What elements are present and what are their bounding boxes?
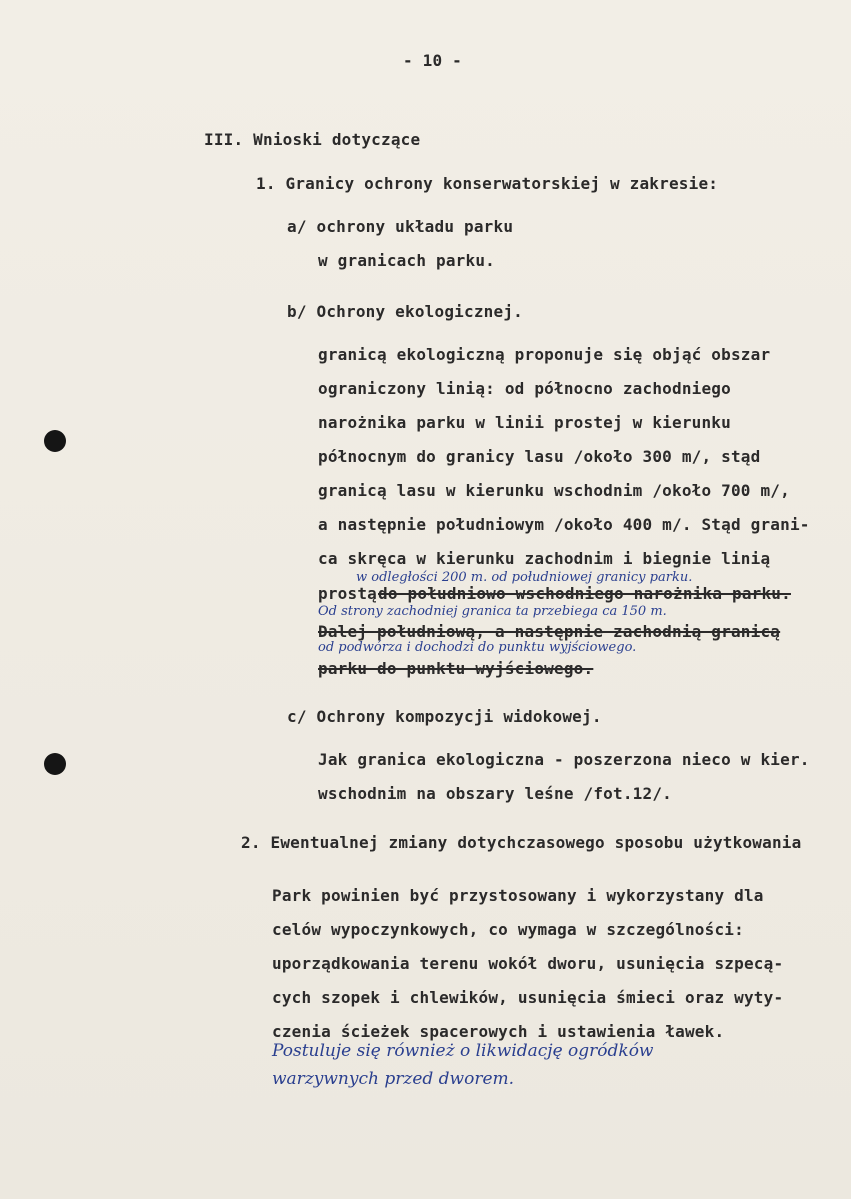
- handwritten-insert-1: w odległości 200 m. od południowej granicy parku.: [356, 570, 693, 585]
- punch-hole-top: [44, 430, 66, 452]
- item1-b-line-0: granicą ekologiczną proponuje się objąć obszar: [318, 345, 771, 364]
- item1-b-line-4: granicą lasu w kierunku wschodnim /około 700 m/,: [318, 481, 790, 500]
- item2-line-4: czenia ścieżek spacerowych i ustawienia ławek.: [272, 1022, 725, 1041]
- item1-b-line-2: narożnika parku w linii prostej w kierunku: [318, 413, 731, 432]
- handwritten-note-1: Postuluje się również o likwidację ogródków: [272, 1041, 654, 1061]
- handwritten-note-2: warzywnych przed dworem.: [272, 1069, 515, 1089]
- item1-b-struck-3: parku do punktu wyjściowego.: [318, 659, 594, 678]
- item1-b-line-1: ograniczony linią: od północno zachodniego: [318, 379, 731, 398]
- section-heading: III. Wnioski dotyczące: [204, 130, 421, 149]
- item1-title: 1. Granicy ochrony konserwatorskiej w zakresie:: [256, 174, 719, 193]
- item1-b-prosta: prostą: [318, 584, 377, 603]
- item1-b-struck-2: Dalej południową, a następnie zachodnią granicą: [318, 622, 781, 641]
- item1-c-line1: Jak granica ekologiczna - poszerzona nieco w kier.: [318, 750, 810, 769]
- punch-hole-bottom: [44, 753, 66, 775]
- item2-line-3: cych szopek i chlewików, usunięcia śmieci oraz wyty-: [272, 988, 784, 1007]
- page-number: - 10 -: [403, 51, 462, 70]
- handwritten-insert-3: od podwórza i dochodzi do punktu wyjściowego.: [318, 640, 637, 655]
- item1-b-struck-1: do południowo wschodniego narożnika parku.: [378, 584, 791, 603]
- item1-a-line1: a/ ochrony układu parku: [287, 217, 514, 236]
- item1-b-line-3: północnym do granicy lasu /około 300 m/, stąd: [318, 447, 761, 466]
- item2-title: 2. Ewentualnej zmiany dotychczasowego sposobu użytkowania: [241, 833, 802, 852]
- item2-line-0: Park powinien być przystosowany i wykorzystany dla: [272, 886, 764, 905]
- item1-b-line-6: ca skręca w kierunku zachodnim i biegnie linią: [318, 549, 771, 568]
- handwritten-insert-2: Od strony zachodniej granica ta przebiega ca 150 m.: [318, 604, 667, 619]
- item1-c-line2: wschodnim na obszary leśne /fot.12/.: [318, 784, 672, 803]
- item1-c-title: c/ Ochrony kompozycji widokowej.: [287, 707, 602, 726]
- item1-b-line-5: a następnie południowym /około 400 m/. Stąd grani-: [318, 515, 810, 534]
- item1-a-line2: w granicach parku.: [318, 251, 495, 270]
- item1-b-title: b/ Ochrony ekologicznej.: [287, 302, 523, 321]
- item2-line-1: celów wypoczynkowych, co wymaga w szczególności:: [272, 920, 744, 939]
- item2-line-2: uporządkowania terenu wokół dworu, usunięcia szpecą-: [272, 954, 784, 973]
